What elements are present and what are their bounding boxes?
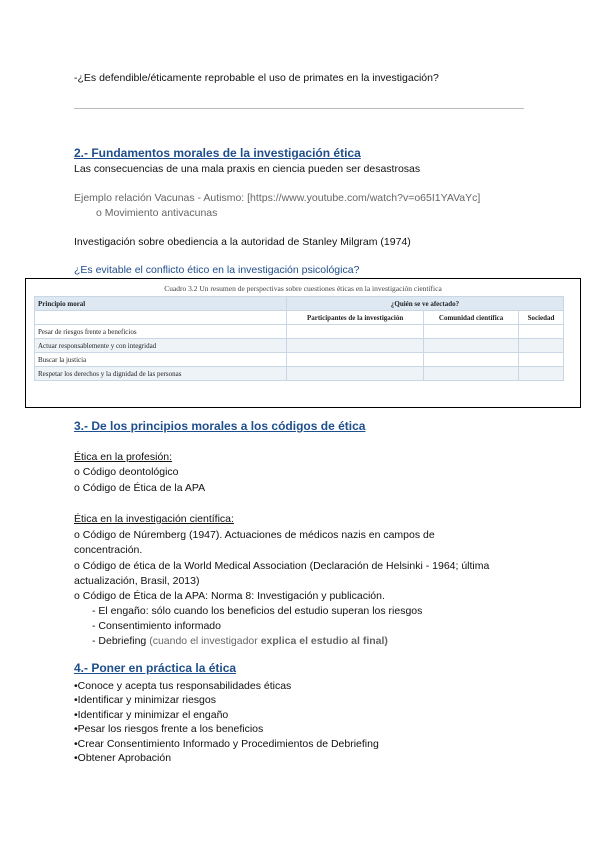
profession-heading: Ética en la profesión: <box>74 451 173 463</box>
milgram-line: Investigación sobre obediencia a la autoridad de Stanley Milgram (1974) <box>74 236 411 248</box>
vaccine-example-link[interactable]: Ejemplo relación Vacunas - Autismo: [https://www.youtube.com/watch?v=o65I1YAVaYc] <box>74 192 481 204</box>
ethics-table-figure <box>25 278 581 408</box>
section-2-title: 2.- Fundamentos morales de la investigación ética <box>74 146 361 160</box>
section-3-title: 3.- De los principios morales a los códigos de ética <box>74 419 366 433</box>
section-4-title: 4.- Poner en práctica la ética <box>74 661 237 675</box>
conflict-question: ¿Es evitable el conflicto ético en la investigación psicológica? <box>74 264 360 276</box>
antivax-item: o Movimiento antivacunas <box>96 207 218 219</box>
list-item: •Pesar los riesgos frente a los beneficios <box>74 723 264 735</box>
list-item-cont: concentración. <box>74 544 143 556</box>
sub-item <box>92 635 388 648</box>
list-item: •Crear Consentimiento Informado y Procedimientos de Debriefing <box>74 738 379 750</box>
header-affected: ¿Quién se ve afectado? <box>287 297 564 311</box>
header-principle: Principio moral <box>35 297 287 311</box>
debriefing-label: - Debriefing <box>92 635 150 647</box>
section-2-subtitle: Las consecuencias de una mala praxis en ciencia pueden ser desastrosas <box>74 163 421 175</box>
figure-caption: Cuadro 3.2 Un resumen de perspectivas sobre cuestiones éticas en la investigación científica <box>164 284 442 293</box>
divider <box>74 108 524 109</box>
list-item: o Código de Núremberg (1947). Actuaciones de médicos nazis en campos de <box>74 529 435 541</box>
list-item: o Código de Ética de la APA <box>74 482 206 494</box>
subheader-community: Comunidad científica <box>424 311 519 325</box>
research-heading: Ética en la investigación científica: <box>74 513 234 525</box>
debriefing-note: (cuando el investigador <box>149 635 261 647</box>
table-row: Buscar la justicia <box>35 353 287 367</box>
table-row: Pesar de riesgos frente a beneficios <box>35 325 287 339</box>
list-item: •Identificar y minimizar riesgos <box>74 694 216 706</box>
table-row: Respetar los derechos y la dignidad de las personas <box>35 367 287 381</box>
sub-item: - Consentimiento informado <box>92 620 221 632</box>
list-item-cont: actualización, Brasil, 2013) <box>74 575 200 587</box>
list-item: •Obtener Aprobación <box>74 752 172 764</box>
ethics-table <box>34 296 564 381</box>
sub-item: - El engaño: sólo cuando los beneficios del estudio superan los riesgos <box>92 605 423 617</box>
list-item: •Conoce y acepta tus responsabilidades éticas <box>74 680 292 692</box>
primates-question: -¿Es defendible/éticamente reprobable el uso de primates en la investigación? <box>74 72 439 84</box>
list-item: •Identificar y minimizar el engaño <box>74 709 229 721</box>
subheader-participants: Participantes de la investigación <box>287 311 424 325</box>
table-row: Actuar responsablemente y con integridad <box>35 339 287 353</box>
list-item: o Código de Ética de la APA: Norma 8: Investigación y publicación. <box>74 590 385 602</box>
debriefing-bold: explica el estudio al final) <box>260 635 388 647</box>
subheader-society: Sociedad <box>519 311 564 325</box>
list-item: o Código deontológico <box>74 466 179 478</box>
list-item: o Código de ética de la World Medical Association (Declaración de Helsinki - 1964; última <box>74 560 490 572</box>
